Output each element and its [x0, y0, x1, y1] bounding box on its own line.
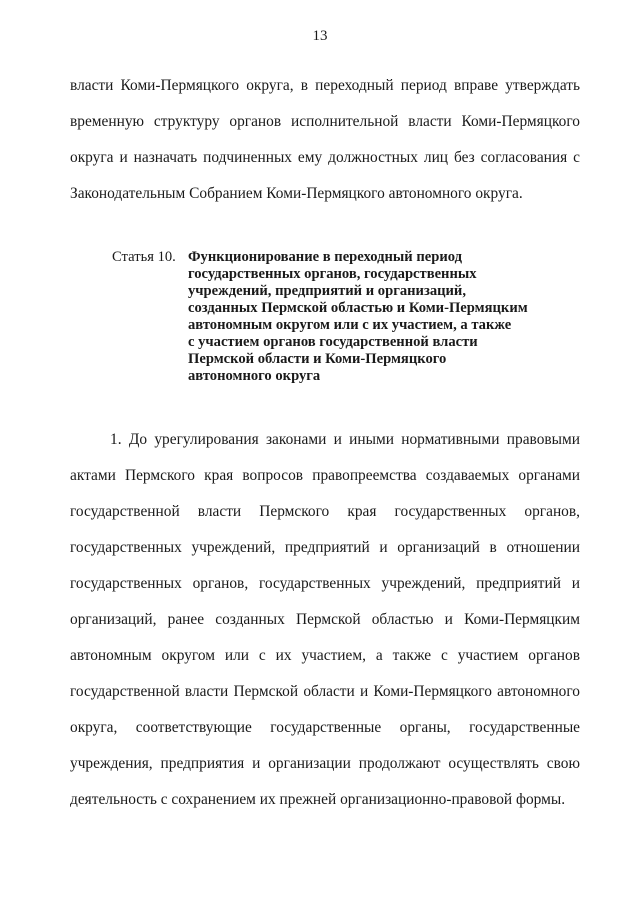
text-line: власти Коми-Пермяцкого округа, в переходный период вправе утверждать — [70, 77, 580, 94]
text-line: деятельность с сохранением их прежней организационно-правовой формы. — [70, 791, 566, 808]
article-title-line: государственных органов, государственных — [188, 266, 477, 282]
text-line: государственной власти Пермской области и Коми-Пермяцкого автономного — [70, 683, 580, 700]
text-line: округа, соответствующие государственные органы, государственные — [70, 719, 580, 736]
text-line: 1. До урегулирования законами и иными нормативными правовыми — [110, 431, 580, 448]
text-line: временную структуру органов исполнительной власти Коми-Пермяцкого — [70, 113, 580, 130]
article-title-line: автономным округом или с их участием, а также — [188, 317, 512, 333]
page-number: 13 — [312, 28, 328, 44]
text-line: учреждения, предприятия и организации продолжают осуществлять свою — [70, 755, 580, 772]
article-title-line: с участием органов государственной власти — [188, 334, 478, 350]
article-title-line: Пермской области и Коми-Пермяцкого — [188, 351, 447, 367]
text-line: актами Пермского края вопросов правопреемства создаваемых органами — [70, 467, 580, 484]
text-line: автономным округом или с их участием, а также с участием органов — [70, 647, 580, 664]
text-line: государственных учреждений, предприятий и организаций в отношении — [70, 539, 580, 556]
text-line: организаций, ранее созданных Пермской областью и Коми-Пермяцким — [70, 611, 580, 628]
text-line: государственных органов, государственных учреждений, предприятий и — [70, 575, 580, 592]
article-title-line: автономного округа — [188, 368, 321, 384]
article-title-line: Функционирование в переходный период — [188, 249, 462, 265]
article-title-line: созданных Пермской областью и Коми-Пермяцким — [188, 300, 528, 316]
text-line: округа и назначать подчиненных ему должностных лиц без согласования с — [70, 149, 580, 166]
text-line: государственной власти Пермского края государственных органов, — [70, 503, 580, 520]
text-line: Законодательным Собранием Коми-Пермяцкого автономного округа. — [70, 185, 523, 202]
article-title-line: учреждений, предприятий и организаций, — [188, 283, 466, 299]
article-label: Статья 10. — [112, 249, 176, 265]
article-title — [188, 249, 548, 385]
